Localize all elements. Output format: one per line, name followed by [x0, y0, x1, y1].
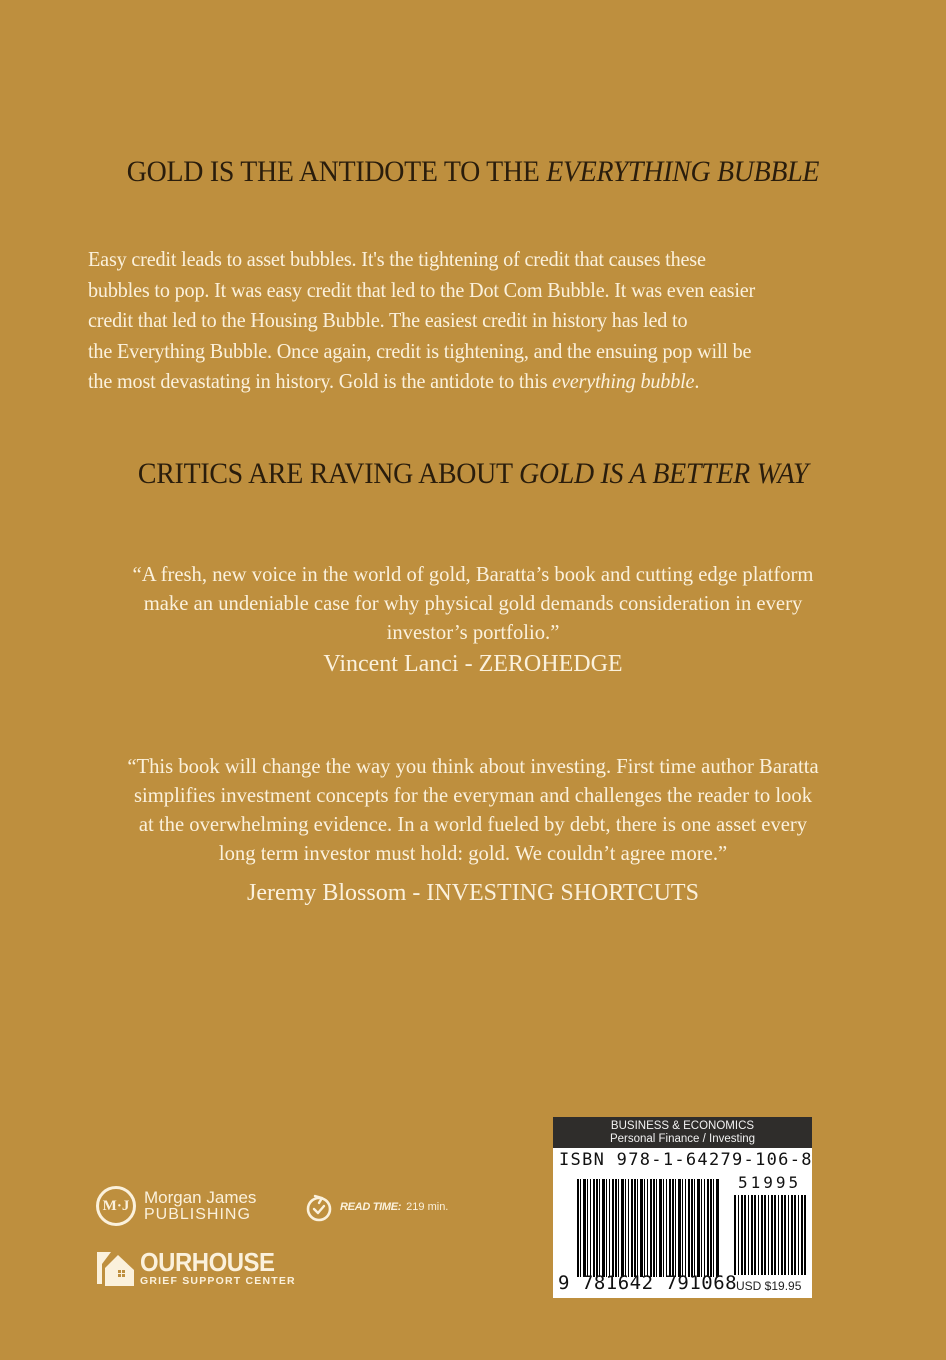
- partner-name: OURHOUSE: [140, 1247, 275, 1277]
- quote-line: “A fresh, new voice in the world of gold, Baratta’s book and cutting edge platform: [132, 562, 814, 586]
- ean-barcode-bars: [577, 1179, 720, 1277]
- review-attribution-2: Jeremy Blossom - INVESTING SHORTCUTS: [247, 880, 699, 906]
- review-attribution-1: Vincent Lanci - ZEROHEDGE: [323, 651, 623, 677]
- blurb-last-italic: everything bubble: [552, 369, 695, 393]
- ean-number: 9 781642 791068: [558, 1272, 738, 1294]
- mj-monogram-icon: M·J: [96, 1186, 136, 1226]
- isbn-text: ISBN 978-1-64279-106-8: [559, 1150, 813, 1170]
- addon-barcode-bars: [734, 1195, 806, 1275]
- price-label: USD $19.95: [736, 1279, 802, 1293]
- review-quote-1: [60, 560, 886, 647]
- heading-italic: GOLD IS A BETTER WAY: [519, 457, 809, 490]
- isbn-barcode-box: [553, 1117, 812, 1298]
- review-quote-2: [60, 752, 886, 868]
- house-icon: [96, 1248, 136, 1288]
- blurb-line: the Everything Bubble. Once again, credit is tightening, and the ensuing pop will be: [88, 338, 752, 363]
- morgan-james-logo: [96, 1186, 256, 1226]
- blurb-last-end: .: [694, 369, 700, 393]
- quote-line: simplifies investment concepts for the everyman and challenges the reader to look: [133, 783, 813, 807]
- quote-line: at the overwhelming evidence. In a world fueled by debt, there is one asset every: [138, 812, 808, 836]
- read-time-value: 219 min.: [406, 1201, 449, 1213]
- quote-line: investor’s portfolio.”: [386, 620, 560, 644]
- blurb-line: credit that led to the Housing Bubble. The easiest credit in history has led to: [88, 308, 688, 332]
- quote-line: long term investor must hold: gold. We couldn’t agree more.”: [218, 841, 728, 865]
- bisac-subcategory: Personal Finance / Investing: [609, 1133, 756, 1145]
- clock-refresh-icon: [303, 1190, 337, 1224]
- section-heading-critics: [33, 457, 913, 491]
- blurb-line-last: [88, 366, 821, 397]
- quote-line: “This book will change the way you think about investing. First time author Baratta: [127, 754, 819, 778]
- blurb-line: Easy credit leads to asset bubbles. It's the tightening of credit that causes these: [88, 247, 706, 271]
- read-time-badge: [303, 1190, 448, 1224]
- bisac-category-header: [553, 1117, 812, 1148]
- heading-italic: EVERYTHING BUBBLE: [546, 155, 820, 188]
- blurb-line: bubbles to pop. It was easy credit that led to the Dot Com Bubble. It was even easier: [88, 277, 756, 302]
- quote-line: make an undeniable case for why physical gold demands consideration in every: [143, 591, 803, 615]
- publisher-name: Morgan James: [144, 1188, 257, 1207]
- blurb-paragraph: [88, 244, 868, 397]
- heading-plain: CRITICS ARE RAVING ABOUT: [137, 457, 520, 490]
- read-time-label: READ TIME:: [340, 1201, 402, 1213]
- heading-plain: GOLD IS THE ANTIDOTE TO THE: [126, 155, 547, 188]
- bisac-category: BUSINESS & ECONOMICS: [610, 1120, 755, 1132]
- price-addon-code: 51995: [738, 1173, 802, 1192]
- partner-subtitle: GRIEF SUPPORT CENTER: [140, 1275, 296, 1287]
- section-heading-antidote: [33, 155, 913, 189]
- blurb-last-plain: the most devastating in history. Gold is the antidote to this: [88, 369, 553, 393]
- ourhouse-logo: [96, 1248, 296, 1288]
- publisher-subname: PUBLISHING: [144, 1206, 251, 1223]
